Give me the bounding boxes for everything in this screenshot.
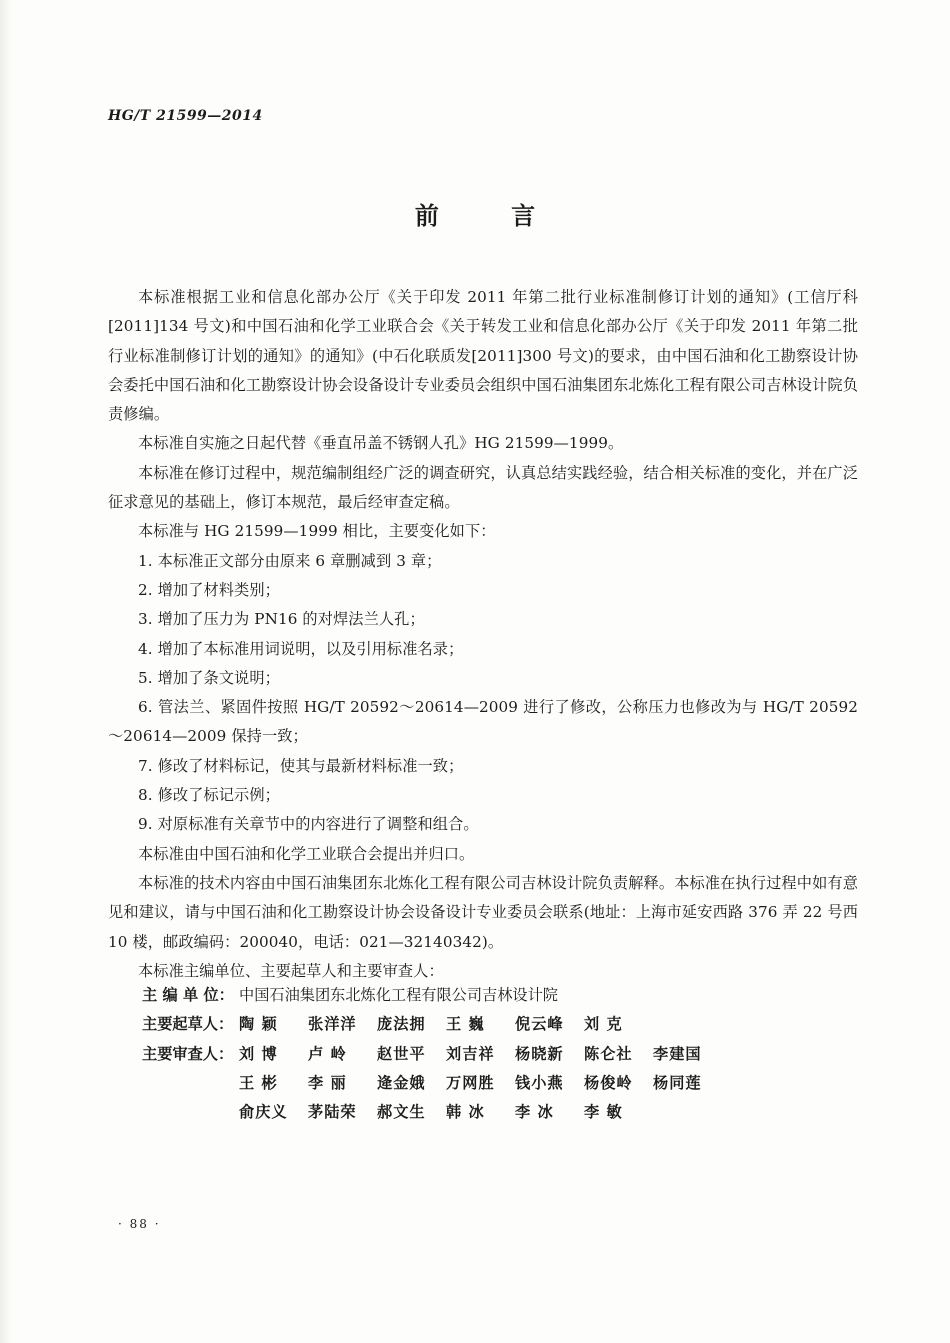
reviewer-name: 李 丽: [308, 1073, 347, 1092]
reviewers-row: [142, 1098, 722, 1127]
reviewer-name: 韩 冰: [446, 1103, 485, 1122]
change-item: 1. 本标准正文部分由原来 6 章删减到 3 章；: [138, 551, 442, 570]
reviewers-list: [239, 1069, 722, 1098]
reviewer-name: 郝文生: [377, 1103, 426, 1122]
reviewer-name: 俞庆义: [239, 1103, 288, 1122]
change-item: 4. 增加了本标准用词说明，以及引用标准名录；: [138, 639, 464, 658]
drafters-list: [239, 1010, 653, 1039]
reviewer-name: 万网胜: [446, 1073, 495, 1092]
drafter-name: 陶 颖: [239, 1015, 278, 1034]
reviewer-name: 杨俊岭: [584, 1073, 633, 1092]
change-item: 2. 增加了材料类别；: [138, 580, 280, 599]
reviewer-name: 逄金娥: [377, 1073, 426, 1092]
reviewers-list: [239, 1040, 722, 1069]
credits-block: [142, 981, 722, 1127]
page-number: · 88 ·: [118, 1217, 161, 1231]
reviewers-row: [142, 1040, 722, 1069]
reviewer-name: 杨同莲: [653, 1073, 702, 1092]
page-title: 前 言: [414, 201, 568, 230]
reviewer-name: 李 冰: [515, 1103, 554, 1122]
reviewer-name: 李 敏: [584, 1103, 623, 1122]
paragraph: 本标准主编单位、主要起草人和主要审查人：: [138, 961, 444, 980]
reviewer-name: 杨晓新: [515, 1044, 564, 1063]
reviewer-name: 卢 岭: [308, 1044, 347, 1063]
label-spacer: [142, 1098, 239, 1127]
reviewers-row: [142, 1069, 722, 1098]
reviewer-name: 茅陆荣: [308, 1103, 357, 1122]
paragraph: 本标准根据工业和信息化部办公厅《关于印发 2011 年第二批行业标准制修订计划的通知》(工信厅科[2011]134 号文)和中国石油和化学工业联合会《关于转发工业和信息化部办公厅《关于印发 2011 年第二批行业标准制修订计划的通知》的通知》(中石化联质发[2011]300 号文)的要求，由中国石油和化工勘察设计协会委托中国石油和化工勘察设计协会设备设计专业委员会组织中国石油集团东北炼化工程有限公司吉林设计院负责修编。: [108, 288, 858, 424]
reviewers-label: 主要审查人：: [142, 1044, 234, 1063]
reviewer-name: 王 彬: [239, 1073, 278, 1092]
change-item: 8. 修改了标记示例；: [138, 786, 280, 805]
reviewer-name: 钱小燕: [515, 1073, 564, 1092]
drafter-name: 倪云峰: [515, 1015, 564, 1034]
chief-unit-value: 中国石油集团东北炼化工程有限公司吉林设计院: [239, 986, 558, 1004]
drafter-name: 张洋洋: [308, 1015, 357, 1034]
chief-unit-label: 主 编 单 位：: [142, 986, 234, 1004]
drafters-row: [142, 1010, 722, 1039]
paragraph: 本标准在修订过程中，规范编制组经广泛的调查研究，认真总结实践经验，结合相关标准的变化，并在广泛征求意见的基础上，修订本规范，最后经审查定稿。: [108, 463, 858, 512]
paragraph: 本标准的技术内容由中国石油集团东北炼化工程有限公司吉林设计院负责解释。本标准在执行过程中如有意见和建议，请与中国石油和化工勘察设计协会设备设计专业委员会联系(地址：上海市延安西路 376 弄 22 号西 10 楼，邮政编码：200040，电话：021—32140342)。: [108, 873, 858, 951]
change-item: 6. 管法兰、紧固件按照 HG/T 20592～20614—2009 进行了修改，公称压力也修改为与 HG/T 20592～20614—2009 保持一致；: [108, 698, 858, 746]
drafter-name: 庞法拥: [377, 1015, 426, 1034]
reviewer-name: 赵世平: [377, 1044, 426, 1063]
drafter-name: 王 巍: [446, 1015, 485, 1034]
reviewer-name: 刘吉祥: [446, 1044, 495, 1063]
change-item: 5. 增加了条文说明；: [138, 668, 280, 687]
drafter-name: 刘 克: [584, 1015, 623, 1034]
reviewers-list: [239, 1098, 653, 1127]
document-code: HG/T 21599—2014: [108, 108, 263, 124]
label-spacer: [142, 1069, 239, 1098]
change-item: 3. 增加了压力为 PN16 的对焊法兰人孔；: [138, 610, 425, 629]
paragraph: 本标准自实施之日起代替《垂直吊盖不锈钢人孔》HG 21599—1999。: [138, 434, 624, 453]
paragraph: 本标准与 HG 21599—1999 相比，主要变化如下：: [138, 522, 496, 541]
chief-unit-row: [142, 981, 722, 1010]
reviewer-name: 刘 博: [239, 1044, 278, 1063]
drafters-label: 主要起草人：: [142, 1015, 234, 1034]
change-item: 7. 修改了材料标记，使其与最新材料标准一致；: [138, 756, 464, 775]
foreword-body: [108, 283, 858, 986]
change-item: 9. 对原标准有关章节中的内容进行了调整和组合。: [138, 815, 479, 834]
reviewer-name: 陈仑社: [584, 1044, 633, 1063]
reviewer-name: 李建国: [653, 1044, 702, 1063]
paragraph: 本标准由中国石油和化学工业联合会提出并归口。: [138, 844, 475, 863]
